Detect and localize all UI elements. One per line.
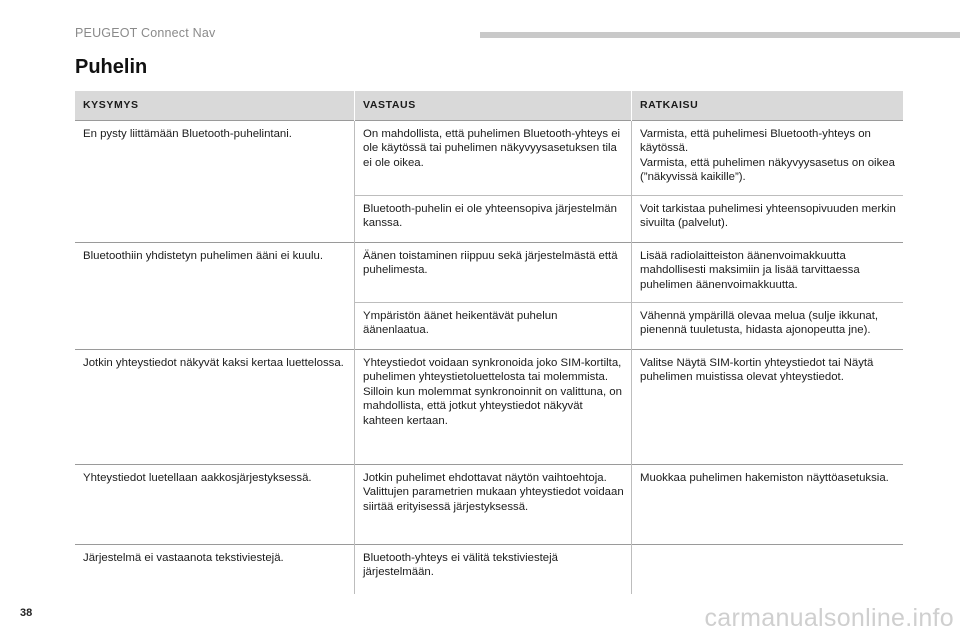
header-brand: PEUGEOT Connect Nav [75,26,216,40]
table-row [75,120,903,195]
answer-cell: Yhteystiedot voidaan synkronoida joko SIM-kortilta, puhelimen yhteystietoluettelosta tai molemmista. Silloin kun molemmat synkronoinnit on valittuna, on mahdollista, että jotkut yhteystiedot näkyvät kahteen kertaan. [355,349,632,464]
solution-cell: Valitse Näytä SIM-kortin yhteystiedot tai Näytä puhelimen muistissa olevat yhteystiedot. [632,349,904,464]
table-row [75,349,903,464]
question-cell: Yhteystiedot luetellaan aakkosjärjestyksessä. [75,464,355,544]
column-header-question: KYSYMYS [75,91,355,120]
solution-cell: Muokkaa puhelimen hakemiston näyttöasetuksia. [632,464,904,544]
answer-cell: On mahdollista, että puhelimen Bluetooth-yhteys ei ole käytössä tai puhelimen näkyvyysasetuksen tila ei ole oikea. [355,120,632,195]
solution-cell: Voit tarkistaa puhelimesi yhteensopivuuden merkin sivuilta (palvelut). [632,195,904,242]
answer-cell: Äänen toistaminen riippuu sekä järjestelmästä että puhelimesta. [355,242,632,302]
question-cell: Jotkin yhteystiedot näkyvät kaksi kertaa luettelossa. [75,349,355,464]
question-cell: Bluetoothiin yhdistetyn puhelimen ääni ei kuulu. [75,242,355,349]
table-row [75,544,903,594]
question-cell: Järjestelmä ei vastaanota tekstiviestejä. [75,544,355,594]
table-row [75,464,903,544]
solution-cell [632,544,904,594]
column-header-answer: VASTAUS [355,91,632,120]
watermark: carmanualsonline.info [704,604,954,632]
page-title: Puhelin [75,56,148,78]
answer-cell: Ympäristön äänet heikentävät puhelun äänenlaatua. [355,302,632,349]
solution-cell: Lisää radiolaitteiston äänenvoimakkuutta mahdollisesti maksimiin ja lisää tarvittaessa puhelimen äänenvoimakkuutta. [632,242,904,302]
solution-cell: Vähennä ympärillä olevaa melua (sulje ikkunat, pienennä tuuletusta, hidasta ajonopeutta jne). [632,302,904,349]
answer-cell: Bluetooth-puhelin ei ole yhteensopiva järjestelmän kanssa. [355,195,632,242]
table-row [75,242,903,302]
solution-text: Varmista, että puhelimesi Bluetooth-yhteys on käytössä. Varmista, että puhelimen näkyvyysasetus on oikea (”näkyvissä kaikille”). [640,127,895,184]
troubleshooting-table [75,91,903,594]
answer-cell: Jotkin puhelimet ehdottavat näytön vaihtoehtoja. Valittujen parametrien mukaan yhteystiedot voidaan siirtää erityisessä järjestyksessä. [355,464,632,544]
table-header-row [75,91,903,120]
answer-cell: Bluetooth-yhteys ei välitä tekstiviestejä järjestelmään. [355,544,632,594]
header-divider-bar [480,32,960,38]
question-cell: En pysty liittämään Bluetooth-puhelintani. [75,120,355,242]
page-number: 38 [20,607,33,619]
solution-cell [632,120,904,195]
column-header-solution: RATKAISU [632,91,904,120]
